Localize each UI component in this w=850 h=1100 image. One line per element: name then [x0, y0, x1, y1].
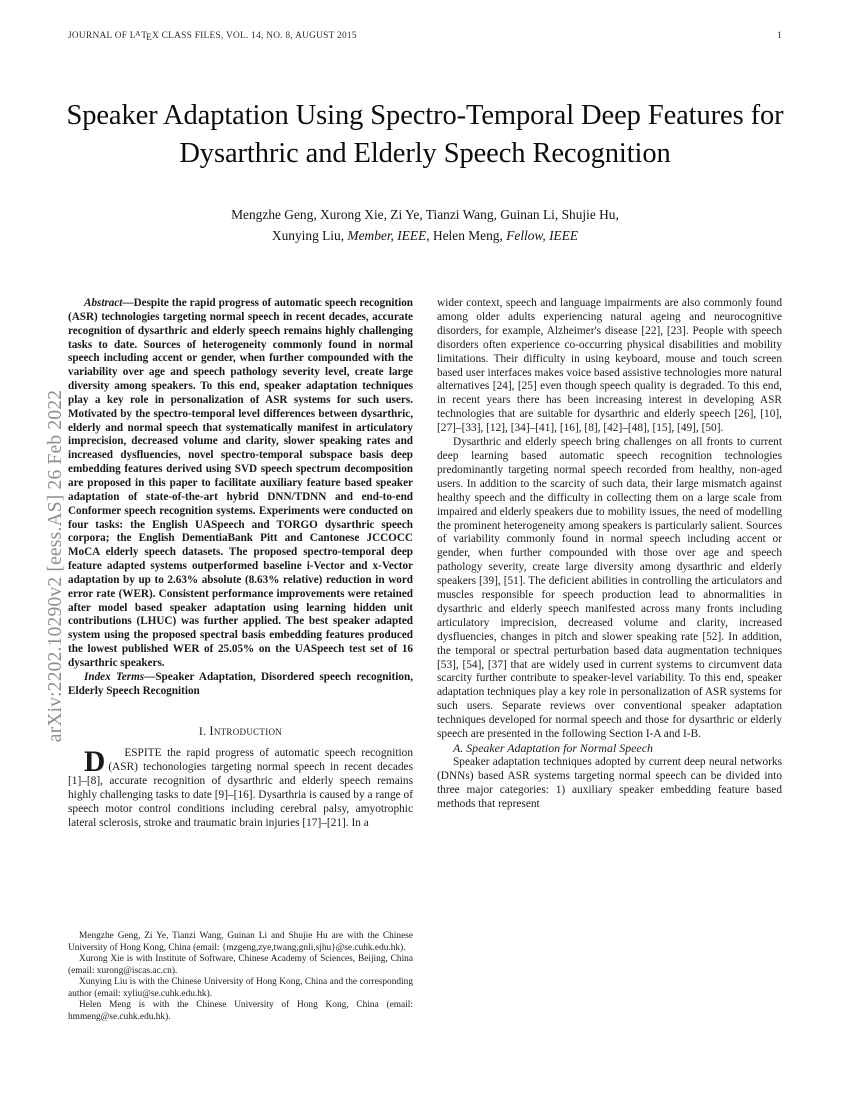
subsection-a-paragraph-1: Speaker adaptation techniques adopted by current deep neural networks (DNNs) based ASR systems targeting normal speech can be divided into three major categories: 1) auxiliary speaker embedding feature based methods that represent — [437, 755, 782, 810]
author-xunying-liu: Xunying Liu, — [271, 228, 348, 243]
journal-suffix: CLASS FILES, VOL. 14, NO. 8, AUGUST 2015 — [159, 31, 357, 41]
intro-paragraph-3: Dysarthric and elderly speech bring challenges on all fronts to current deep learning based automatic speech recognition technologies predominantly targeting normal speech recorded from healthy, non-aged users. In addition to the scarcity of such data, their large mismatch against healthy speech and the difficulty in collecting them on a large scale from impaired and elderly speakers due to mobility issues, the need of modelling the prominent heterogeneity among speakers is particularly salient. Sources of variability commonly found in normal speech including accent or gender, when further compounded with those over age and speech pathology severity, create large diversity among dysarthric and elderly speakers [39], [51]. The deficient abilities in controlling the articulators and muscles responsible for speech production lead to abnormalities in dysarthric and elderly speech manifested across many fronts including articulatory imprecision, decreased volume and clarity, increased dysfluencies, changes in pitch and slower speaking rate [52]. In addition, the temporal or spectral perturbation based data augmentation techniques [53], [54], [37] that are widely used in current systems to circumvent data scarcity further contribute to speaker-level variability. To this end, speaker adaptation techniques play a key role in personalization of ASR systems for such users. Separate reviews over conventional speaker adaptation techniques developed for normal speech and those for dysarthric or elderly speech are presented in the following Section I-A and I-B. — [437, 436, 782, 741]
column-left — [68, 297, 413, 831]
paper-title: Speaker Adaptation Using Spectro-Temporal Deep Features for Dysarthric and Elderly Speech Recognition — [66, 100, 784, 170]
abstract-text: Despite the rapid progress of automatic speech recognition (ASR) technologies targeting normal speech in recent decades, accurate recognition of dysarthric and elderly speech remains highly challenging tasks to date. Sources of heterogeneity commonly found in normal speech including accent or gender, when further compounded with the variability over age and speech pathology severity level, create large diversity among speakers. To this end, speaker adaptation techniques play a key role in personalization of ASR systems for such users. Motivated by the spectro-temporal level differences between dysarthric, elderly and normal speech that systematically manifest in articulatory imprecision, decreased volume and clarity, slower speaking rates and increased dysfluencies, novel spectro-temporal subspace basis deep embedding features derived using SVD speech spectrum decomposition are proposed in this paper to facilitate auxiliary feature based speaker adaptation of state-of-the-art hybrid DNN/TDNN and end-to-end Conformer speech recognition systems. Experiments were conducted on four tasks: the English UASpeech and TORGO dysarthric speech corpora; the English DementiaBank Pitt and Cantonese JCCOCC MoCA elderly speech datasets. The proposed spectro-temporal deep feature adapted systems outperformed baseline i-Vector and x-Vector adaptation by up to 2.63% absolute (8.63% relative) reduction in word error rate (WER). Consistent performance improvements were retained after model based speaker adaptation using learning hidden unit contributions (LHUC) was further applied. The best speaker adapted system using the proposed spectral basis embedding features produced the lowest published WER of 25.05% on the UASpeech test set of 16 dysarthric speakers. — [68, 297, 413, 669]
journal-reference — [68, 28, 357, 44]
index-terms-paragraph — [68, 671, 413, 699]
index-terms-label: Index Terms — [84, 670, 145, 683]
abstract-label: Abstract — [84, 297, 123, 309]
latex-logo-x: X — [152, 31, 160, 41]
footnote-affiliation-xunying-liu: Xunying Liu is with the Chinese University of Hong Kong, China and the corresponding author (email: xyliu@se.cuhk.edu.hk). — [68, 977, 413, 999]
journal-prefix: JOURNAL OF — [68, 31, 130, 41]
column-right — [437, 297, 782, 812]
abstract-paragraph — [68, 297, 413, 671]
latex-logo-l: L — [129, 31, 136, 41]
latex-logo-e: E — [146, 33, 153, 44]
membership-fellow: Fellow, IEEE — [506, 228, 579, 243]
index-terms-dash: — — [144, 670, 156, 683]
page-number: 1 — [777, 31, 782, 41]
footnote-affiliation-xurong-xie: Xurong Xie is with Institute of Software, Chinese Academy of Sciences, Beijing, China (email: xurong@iscas.ac.cn). — [68, 954, 413, 976]
index-terms-text: Speaker Adaptation, Disordered speech recognition, Elderly Speech Recognition — [68, 670, 413, 697]
footnote-affiliation-cuhk-group: Mengzhe Geng, Zi Ye, Tianzi Wang, Guinan Li and Shujie Hu are with the Chinese University of Hong Kong, China (email: {mzgeng,zye,twang,gnli,sjhu}@se.cuhk.edu.hk). — [68, 931, 413, 953]
latex-logo-a: A — [134, 28, 141, 38]
abstract-dash: — — [122, 297, 134, 309]
author-line-1: Mengzhe Geng, Xurong Xie, Zi Ye, Tianzi Wang, Guinan Li, Shujie Hu, — [231, 207, 619, 222]
footnote-block — [68, 931, 413, 1023]
subsection-heading-a: A. Speaker Adaptation for Normal Speech — [453, 741, 653, 755]
author-line-2 — [64, 225, 786, 246]
author-helen-meng: , Helen Meng, — [426, 228, 507, 243]
section-name: Introduction — [209, 724, 283, 739]
section-heading-introduction — [68, 725, 413, 739]
latex-logo-t: T — [141, 31, 148, 41]
footnote-affiliation-helen-meng: Helen Meng is with the Chinese University of Hong Kong, China (email: hmmeng@se.cuhk.edu.hk). — [68, 1000, 413, 1022]
membership-member: Member, IEEE — [347, 228, 427, 243]
section-number: I. — [198, 725, 207, 739]
arxiv-identifier-stamp: arXiv:2202.10290v2 [eess.AS] 26 Feb 2022 — [45, 389, 66, 743]
author-list — [64, 204, 786, 246]
intro-paragraph-1 — [68, 747, 413, 830]
drop-cap-letter: D — [84, 746, 106, 779]
intro-paragraph-2: wider context, speech and language impairments are also commonly found among older adults experiencing natural ageing and neurocognitive disorders, for example, Alzheimer's disease [22], [23]. People with speech disorders often experience co-occurring physical disabilities and mobility limitations. Their difficulty in using keyboard, mouse and touch screen based user interfaces makes voice based assistive technologies more natural alternatives [24], [25] even though speech quality is degraded. To this end, in recent years there has been increasing interest in developing ASR technologies that are suitable for dysarthric and elderly speech [26], [10], [27]–[33], [12], [34]–[41], [16], [8], [42]–[48], [15], [49], [50]. — [437, 297, 782, 435]
intro-paragraph-1-text: ESPITE the rapid progress of automatic speech recognition (ASR) techonologies targeting normal speech in recent decades [1]–[8], accurate recognition of dysarthric and elderly speech remains highly challenging tasks to date [9]–[16]. Dysarthria is caused by a range of speech motor control conditions including cerebral palsy, amyotrophic lateral sclerosis, stroke and traumatic brain injuries [17]–[21]. In a — [68, 747, 413, 829]
running-head — [68, 28, 782, 44]
